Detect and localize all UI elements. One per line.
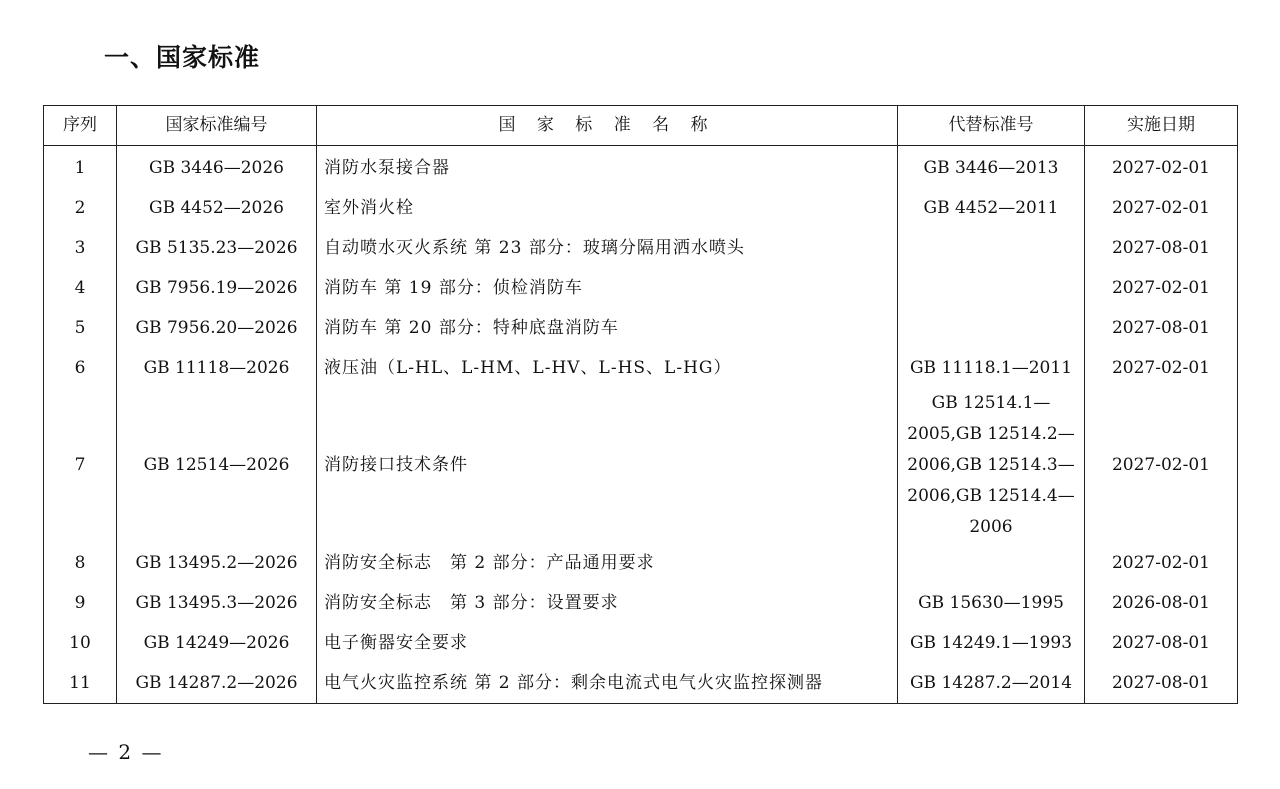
cell-number: GB 14249—2026 (117, 623, 317, 663)
cell-number: GB 14287.2—2026 (117, 663, 317, 704)
cell-replaces: GB 4452—2011 (898, 188, 1085, 228)
cell-date: 2027-02-01 (1085, 188, 1238, 228)
header-seq: 序列 (44, 106, 117, 146)
cell-seq: 10 (44, 623, 117, 663)
header-number: 国家标准编号 (117, 106, 317, 146)
table-row (44, 583, 1238, 623)
table-row (44, 348, 1238, 388)
cell-number: GB 13495.3—2026 (117, 583, 317, 623)
cell-name: 消防水泵接合器 (317, 146, 898, 189)
cell-date: 2027-08-01 (1085, 308, 1238, 348)
cell-seq: 5 (44, 308, 117, 348)
replaces-line: 2006 (969, 517, 1013, 537)
cell-number: GB 7956.19—2026 (117, 268, 317, 308)
cell-seq: 9 (44, 583, 117, 623)
cell-date: 2027-02-01 (1085, 543, 1238, 583)
replaces-line: GB 12514.1— (931, 393, 1051, 413)
cell-name: 消防车 第 20 部分：特种底盘消防车 (317, 308, 898, 348)
cell-number: GB 5135.23—2026 (117, 228, 317, 268)
replaces-line: 2006,GB 12514.3— (907, 455, 1075, 475)
cell-seq: 11 (44, 663, 117, 704)
cell-name: 消防安全标志 第 3 部分：设置要求 (317, 583, 898, 623)
replaces-line: 2006,GB 12514.4— (907, 486, 1075, 506)
cell-date: 2027-02-01 (1085, 388, 1238, 543)
cell-seq: 3 (44, 228, 117, 268)
cell-date: 2027-08-01 (1085, 663, 1238, 704)
cell-replaces (898, 228, 1085, 268)
cell-replaces: GB 3446—2013 (898, 146, 1085, 189)
cell-name: 消防安全标志 第 2 部分：产品通用要求 (317, 543, 898, 583)
table-row (44, 146, 1238, 189)
cell-seq: 6 (44, 348, 117, 388)
cell-replaces: GB 15630—1995 (898, 583, 1085, 623)
table-row (44, 188, 1238, 228)
header-replaces: 代替标准号 (898, 106, 1085, 146)
cell-name: 室外消火栓 (317, 188, 898, 228)
cell-name: 电气火灾监控系统 第 2 部分：剩余电流式电气火灾监控探测器 (317, 663, 898, 704)
table-row (44, 228, 1238, 268)
cell-name: 自动喷水灭火系统 第 23 部分：玻璃分隔用洒水喷头 (317, 228, 898, 268)
cell-replaces: GB 11118.1—2011 (898, 348, 1085, 388)
cell-date: 2027-08-01 (1085, 623, 1238, 663)
header-name: 国 家 标 准 名 称 (317, 106, 898, 146)
table-header-row (44, 106, 1238, 146)
replaces-line: 2005,GB 12514.2— (907, 424, 1075, 444)
cell-replaces (898, 543, 1085, 583)
table-row (44, 663, 1238, 704)
cell-name: 液压油（L-HL、L-HM、L-HV、L-HS、L-HG） (317, 348, 898, 388)
header-date: 实施日期 (1085, 106, 1238, 146)
table-row (44, 268, 1238, 308)
cell-date: 2027-02-01 (1085, 146, 1238, 189)
cell-seq: 7 (44, 388, 117, 543)
table-row (44, 308, 1238, 348)
cell-date: 2027-02-01 (1085, 268, 1238, 308)
table-row (44, 543, 1238, 583)
cell-number: GB 7956.20—2026 (117, 308, 317, 348)
cell-name: 消防车 第 19 部分：侦检消防车 (317, 268, 898, 308)
cell-replaces: GB 14249.1—1993 (898, 623, 1085, 663)
table-row (44, 388, 1238, 543)
cell-number: GB 3446—2026 (117, 146, 317, 189)
cell-seq: 4 (44, 268, 117, 308)
cell-number: GB 4452—2026 (117, 188, 317, 228)
cell-replaces: GB 14287.2—2014 (898, 663, 1085, 704)
cell-replaces (898, 308, 1085, 348)
table-row (44, 623, 1238, 663)
cell-seq: 1 (44, 146, 117, 189)
cell-date: 2027-08-01 (1085, 228, 1238, 268)
cell-number: GB 13495.2—2026 (117, 543, 317, 583)
cell-seq: 8 (44, 543, 117, 583)
cell-replaces (898, 268, 1085, 308)
cell-name: 电子衡器安全要求 (317, 623, 898, 663)
cell-name: 消防接口技术条件 (317, 388, 898, 543)
standards-table (43, 105, 1238, 704)
cell-replaces (898, 388, 1085, 543)
cell-date: 2027-02-01 (1085, 348, 1238, 388)
cell-date: 2026-08-01 (1085, 583, 1238, 623)
cell-number: GB 12514—2026 (117, 388, 317, 543)
page-number: — 2 — (88, 740, 164, 764)
cell-number: GB 11118—2026 (117, 348, 317, 388)
section-title: 一、国家标准 (104, 43, 261, 72)
cell-seq: 2 (44, 188, 117, 228)
